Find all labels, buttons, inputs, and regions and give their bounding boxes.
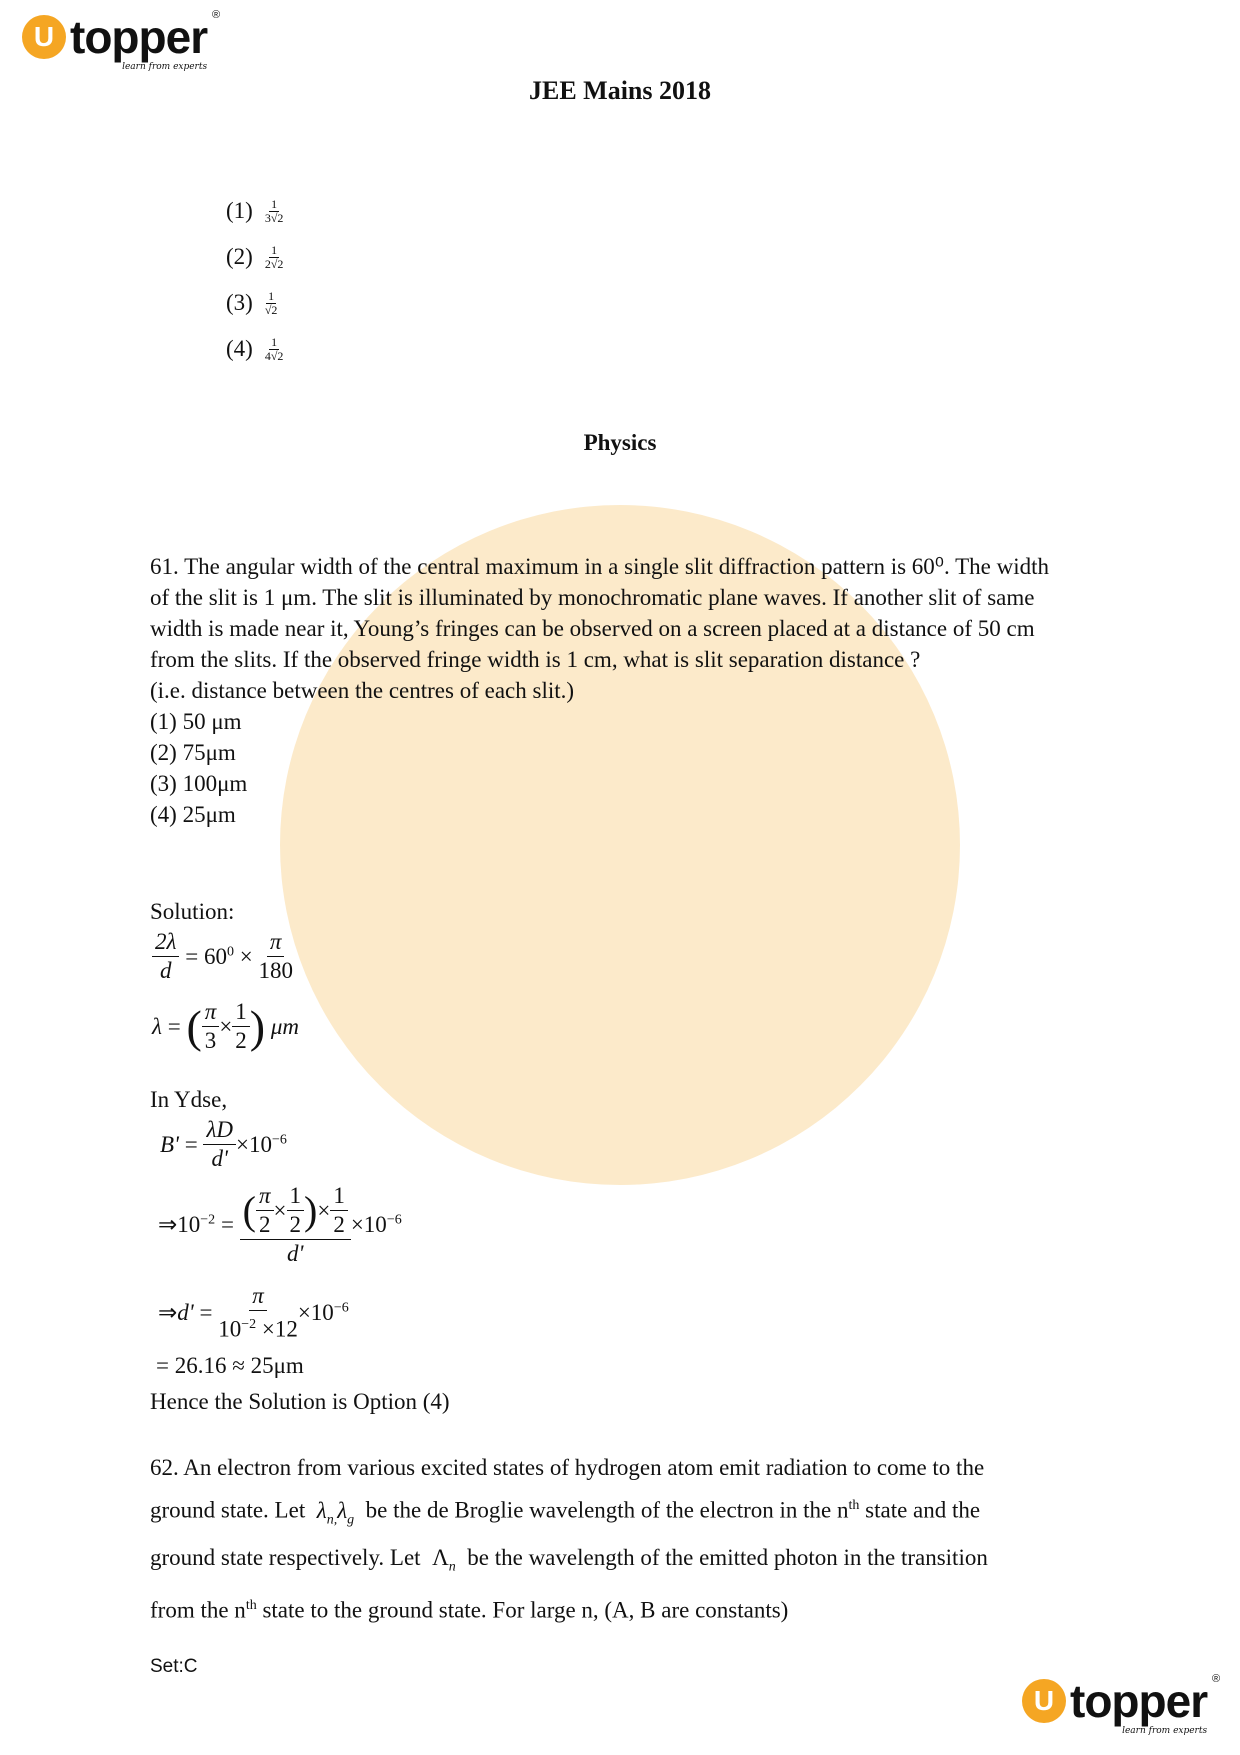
- q61-option-1: (1) 50 μm: [150, 709, 242, 734]
- equation-2: λ = ( $\frac{\pi}{3}$ × $\frac{1}{2}$ ) μm: [152, 999, 300, 1053]
- prev-option-1: (1) $\frac{1}{3√2}$: [226, 196, 284, 225]
- q62-line-1: 62. An electron from various excited states of hydrogen atom emit radiation to come to the: [150, 1455, 985, 1480]
- q62-line-2: ground state. Let $\lambda_{n,}\lambda_g$ be the de Broglie wavelength of the electron in the $n^{th}$ state and the: [150, 1497, 981, 1528]
- logo-tagline: learn from experts: [1122, 1726, 1208, 1736]
- q62-line-3: ground state respectively. Let $\Lambda_n$ be the wavelength of the emitted photon in the transition: [150, 1545, 988, 1575]
- q61-option-4: (4) 25μm: [150, 802, 236, 827]
- page-title: JEE Mains 2018: [528, 76, 712, 105]
- q62-line-4: from the $n^{th}$ state to the ground state. For large n, (A, B are constants): [150, 1597, 789, 1623]
- logo-u-icon: U: [1022, 1679, 1066, 1723]
- logo-text: topper: [1070, 1675, 1208, 1727]
- set-label: Set:C: [150, 1656, 198, 1677]
- logo-u-icon: U: [22, 15, 66, 59]
- equation-3: B' = $\frac{\lambda D}{d'}$ $\times 10^{-6}$: [160, 1117, 287, 1171]
- question-61: [150, 551, 1070, 830]
- equation-5: ⇒d' = $\frac{\pi}{10^{-2} \times 12}$ $\times 10^{-6}$: [158, 1283, 349, 1342]
- prev-options: [226, 188, 283, 372]
- solution-heading: Solution:: [150, 899, 235, 924]
- topper-logo-header: U topper ® learn from experts: [22, 14, 207, 60]
- solution-result: = 26.16 ≈ 25μm: [156, 1353, 304, 1378]
- logo-tagline: learn from experts: [122, 62, 208, 72]
- topper-logo-footer: U topper ® learn from experts: [1022, 1678, 1207, 1724]
- section-title: Physics: [583, 430, 657, 455]
- solution-ydse: In Ydse,: [150, 1087, 228, 1112]
- prev-option-4: (4) $\frac{1}{4√2}$: [226, 334, 284, 363]
- prev-option-2: (2) $\frac{1}{2√2}$: [226, 242, 284, 271]
- logo-text: topper: [70, 11, 208, 63]
- solution-conclusion: Hence the Solution is Option (4): [150, 1389, 450, 1414]
- q61-option-3: (3) 100μm: [150, 771, 248, 796]
- equation-4: $\Rightarrow 10^{-2}$ = ( $\frac{\pi}{2}$ × $\frac{1}{2}$ ) × $\frac{1}{2}$ d' $\times 10^{-6}$: [158, 1183, 402, 1266]
- q61-text: 61. The angular width of the central maximum in a single slit diffraction pattern is 60⁰. The width of the slit is 1 μm. The slit is illuminated by monochromatic plane waves. If another slit of same width is made near it, Young’s fringes can be observed on a screen placed at a distance of 50 cm from the slits. If the observed fringe width is 1 cm, what is slit separation distance ?: [150, 554, 1049, 672]
- q61-option-2: (2) 75μm: [150, 740, 236, 765]
- q61-note: (i.e. distance between the centres of each slit.): [150, 678, 575, 703]
- prev-option-3: (3) $\frac{1}{√2}$: [226, 288, 278, 317]
- question-62: [150, 1449, 1090, 1630]
- equation-1: $\frac{2\lambda}{d}$ = $60^0$ × $\frac{\pi}{180}$: [152, 928, 293, 985]
